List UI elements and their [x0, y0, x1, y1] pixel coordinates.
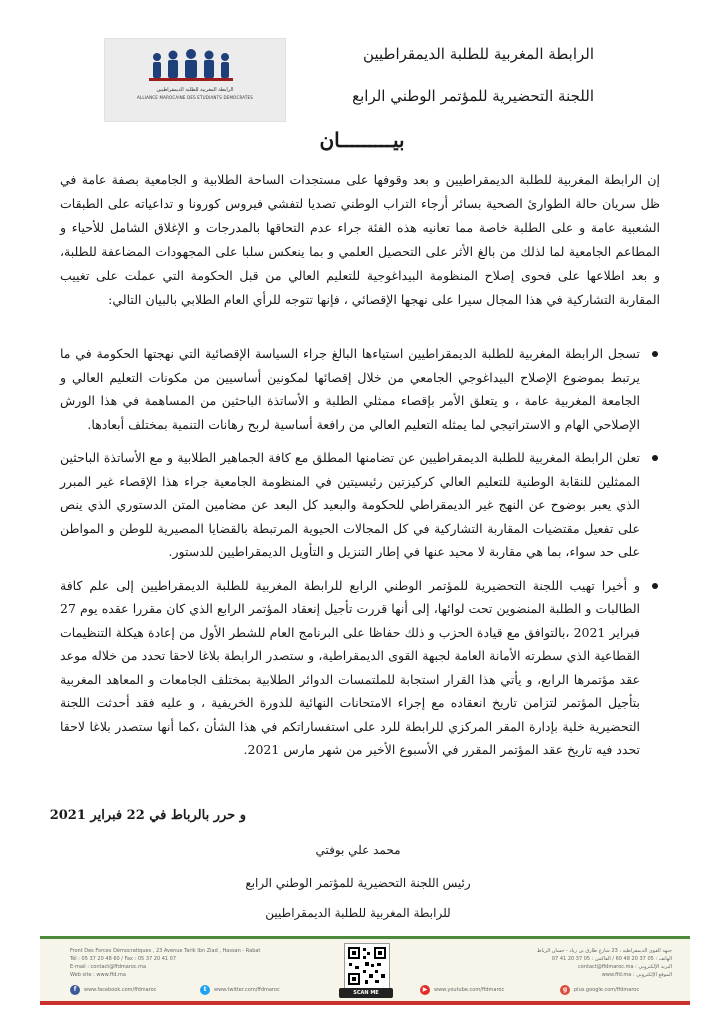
- footer-line: الهاتف : 05 37 20 48 60 / الفاكس : 05 37 20 41 07: [551, 956, 672, 962]
- organization-logo: [104, 38, 286, 122]
- statement-item: [60, 342, 640, 436]
- social-link-text: www.youtube.com/ffdmaroc: [434, 987, 505, 993]
- logo-figures-icon: [105, 39, 285, 121]
- bullet-icon: [652, 351, 658, 357]
- logo-caption-arabic: الرابطة المغربية للطلبة الديمقراطيين: [156, 87, 234, 93]
- social-link-twitter[interactable]: [200, 983, 280, 997]
- logo-caption-french: ALLIANCE MAROCAINE DES ETUDIANTS DEMOCRATES: [136, 95, 254, 100]
- footer-line: E-mail : contact@ffdmaroc.ma: [70, 964, 147, 970]
- letterhead-footer: [40, 936, 690, 1005]
- footer-line: Web site : www.ffd.ma: [70, 972, 126, 978]
- signer-name: محمد علي بوفتي: [315, 843, 401, 857]
- social-link-text: plus.google.com/ffdmaroc: [574, 987, 640, 993]
- social-link-text: www.twitter.com/ffdmaroc: [214, 987, 280, 993]
- footer-line: Tél : 05 37 20 48 60 / Fax : 05 37 20 41 07: [70, 956, 177, 962]
- statement-text: تعلن الرابطة المغربية للطلبة الديمقراطيين عن تضامنها المطلق مع كافة الجماهير الطلابية و مع الأساتذة الباحثين الممثلين للنقابة الوطنية للتعليم العالي كركيزتين رئيسيتين في المنظومة الجامعية جراء هذا الإقصاء غير المبرر الذي يعبر بوضوح عن النهج غير الديمقراطي للحكومة والبعيد كل البعد عن مضامين المتن الدستوري الذي ينص على تفعيل مقتضيات المقاربة التشاركية في كل المجالات الحيوية المرتبطة بالقضايا المصيرية للوطن و المواطن على حد سواء، بما هي مقاربة لا محيد عنها في إطار التنزيل و التأويل الديمقراطيين للدستور.: [60, 450, 640, 559]
- date-line: و حرر بالرباط في 22 فبراير 2021: [49, 808, 246, 823]
- twitter-icon: t: [200, 985, 210, 995]
- social-link-facebook[interactable]: [70, 983, 157, 997]
- statement-list: [60, 342, 660, 772]
- social-link-text: www.facebook.com/ffdmaroc: [84, 987, 157, 993]
- footer-line: Front Des Forces Démocratiques , 23 Avenue Tarik Ibn Ziad , Hassan - Rabat: [70, 948, 261, 954]
- scan-me-badge: SCAN ME: [339, 988, 393, 998]
- signer-role: رئيس اللجنة التحضيرية للمؤتمر الوطني الرابع: [245, 876, 471, 890]
- footer-line: البريد الإلكتروني : contact@ffdmaroc.ma: [578, 964, 672, 970]
- document-title: بيـــــــــان: [319, 128, 405, 152]
- googleplus-icon: g: [560, 985, 570, 995]
- footer-address-arabic: [432, 947, 672, 979]
- statement-item: [60, 446, 640, 564]
- organization-name: الرابطة المغربية للطلبة الديمقراطيين: [363, 45, 594, 63]
- bullet-icon: [652, 583, 658, 589]
- qr-code-icon: [345, 944, 389, 988]
- signer-organization: للرابطة المغربية للطلبة الديمقراطيين: [265, 906, 451, 920]
- footer-line: الموقع الإلكتروني : www.ffd.ma: [601, 972, 672, 978]
- facebook-icon: f: [70, 985, 80, 995]
- footer-accent-stripe: [40, 1001, 690, 1005]
- statement-text: و أخيرا تهيب اللجنة التحضيرية للمؤتمر الوطني الرابع للرابطة المغربية للطلبة الديمقراطيين إلى علم كافة الطالبات و الطلبة المنضوين تحت لوائها، إلى أنها قررت تأجيل إنعقاد المؤتمر الرابع الذي كان مقررا عقده يوم 27 فبراير 2021 ،بالتوافق مع قيادة الحزب و ذلك حفاظا على البرنامج العام للشطر الأول من إعادة هيكلة التنظيمات القطاعية الذي سطرته الأمانة العامة لجبهة القوى الديمقراطية، و ستصدر الرابطة بلاغا لاحقا تحدد من خلاله موعد عقد مؤتمرها الرابع، و يأتي هذا القرار استجابة للملتمسات الدوائر الطلابية بمختلف الجامعات و المعاهد المغربية بتأجيل المؤتمر لتزامن تاريخ انعقاده مع إجراء الامتحانات النهائية للدورة الخريفية ، و عليه فقد أحدثت اللجنة التحضيرية خلية بإدارة المقر المركزي للرابطة للرد على استفساراتكم في هذا الشأن ،كما أنها ستصدر بلاغا لاحقا تحدد فيه تاريخ عقد المؤتمر المقرر في الأسبوع الأخير من شهر مارس 2021.: [60, 577, 641, 757]
- social-link-googleplus[interactable]: [560, 983, 639, 997]
- footer-line: جبهة القوى الديمقراطية ، 23 شارع طارق بن زياد - حسان الرباط: [536, 948, 672, 954]
- statement-item: [60, 574, 640, 762]
- committee-name: اللجنة التحضيرية للمؤتمر الوطني الرابع: [352, 87, 594, 105]
- statement-text: تسجل الرابطة المغربية للطلبة الديمقراطيين استياءها البالغ جراء السياسة الإقصائية التي نهجتها الحكومة في ما يرتبط بموضوع الإصلاح البيداغوجي الجامعي من خلال إقصائها لمكونين أساسيين من مكونات التعليم العالي و الجامعة المغربية عامة ، و يتعلق الأمر بإقصاء ممثلي الطلبة و الأساتذة الباحثين من المساهمة في هذا الورش الإصلاحي الهام و الاستراتيجي لما يمثله التعليم العالي من رافعة أساسية لربح رهانات التنمية بمختلف أبعادها.: [60, 346, 641, 432]
- youtube-icon: ▶: [420, 985, 430, 995]
- bullet-icon: [652, 455, 658, 461]
- intro-paragraph: إن الرابطة المغربية للطلبة الديمقراطيين و بعد وقوفها على مستجدات الساحة الطلابية و الجامعية بصفة عامة في ظل سريان حالة الطوارئ الصحية بسائر أرجاء التراب الوطني تصديا لتفشي فيروس كورونا و تداعياته على الطبقات الشعبية عامة و على الطلبة خاصة مما تعانيه هذه الفئة جراء عدم التحاقها بالمدرجات و الإغلاق الشامل للأحياء و المطاعم الجامعية لما لذلك من بالغ الأثر على التحصيل العلمي و بما ينعكس سلبا على المجهودات المضاعفة للطلبة، و بعد اطلاعها على فحوى إصلاح المنظومة البيداغوجية للتعليم العالي من قبل الحكومة التي عملت على تغييب المقاربة التشاركية في هذا المجال سيرا على نهجها الإقصائي ، فإنها تتوجه للرأي العام الطلابي بالبيان التالي:: [60, 172, 660, 307]
- social-link-youtube[interactable]: [420, 983, 504, 997]
- footer-address-french: [70, 947, 310, 979]
- qr-code[interactable]: [344, 943, 390, 989]
